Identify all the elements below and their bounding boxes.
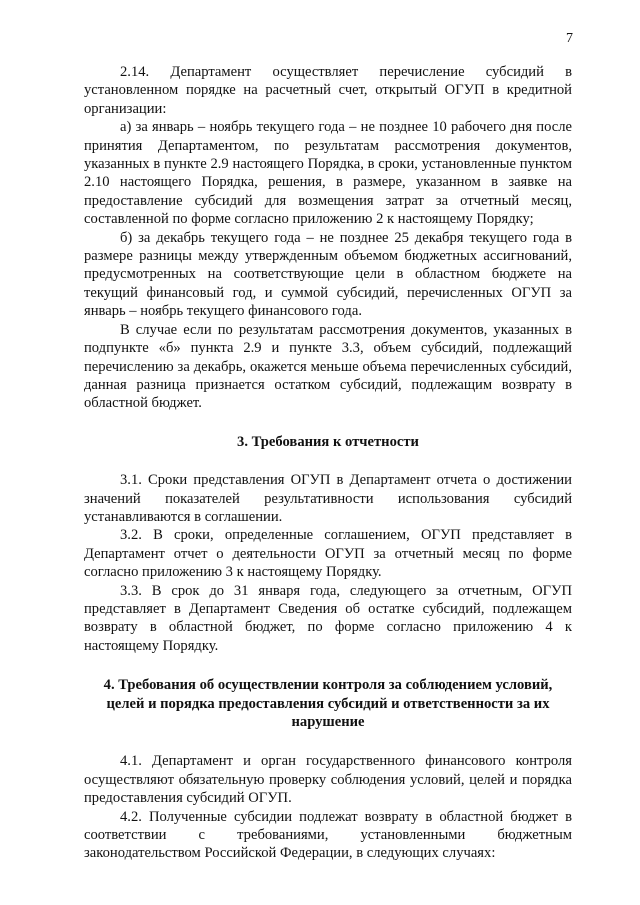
section-4-heading: 4. Требования об осуществлении контроля за соблюдением условий, целей и порядка предоставления субсидий и ответственности за их нарушение xyxy=(103,677,553,730)
paragraph-3-1: 3.1. Сроки представления ОГУП в Департамент отчета о достижении значений показателей результативности использования субсидий устанавливаются в соглашении. xyxy=(84,472,572,525)
paragraph-remainder-case: В случае если по результатам рассмотрения документов, указанных в подпункте «б» пункта 2.9 и пункте 3.3, объем субсидий, подлежащий перечислению за декабрь, окажется меньше объема перечисленных субсидий, данная разница признается остатком субсидий, подлежащим возврату в областной бюджет. xyxy=(84,321,572,412)
page-number: 7 xyxy=(566,31,573,46)
paragraph-4-2: 4.2. Полученные субсидии подлежат возврату в областной бюджет в соответствии с требованиями, установленными бюджетным законодательством Российской Федерации, в следующих случаях: xyxy=(84,808,572,862)
paragraph-2-14-b: б) за декабрь текущего года – не позднее 25 декабря текущего года в размере разницы между утвержденным объемом бюджетных ассигнований, предусмотренных на соответствующие цели в областном бюджете на текущий финансовый год, и суммой субсидий, перечисленных ОГУП за январь – ноябрь текущего финансового года. xyxy=(84,229,572,320)
section-3-heading: 3. Требования к отчетности xyxy=(237,433,419,450)
document-body xyxy=(84,63,572,863)
paragraph-3-2: 3.2. В сроки, определенные соглашением, ОГУП представляет в Департамент отчет о деятельности ОГУП за отчетный месяц по форме согласно приложению 3 к настоящему Порядку. xyxy=(84,527,572,581)
paragraph-4-1: 4.1. Департамент и орган государственного финансового контроля осуществляют обязательную проверку соблюдения условий, целей и порядка предоставления субсидий ОГУП. xyxy=(84,753,572,807)
paragraph-2-14: 2.14. Департамент осуществляет перечисление субсидий в установленном порядке на расчетный счет, открытый ОГУП в кредитной организации: xyxy=(84,64,572,117)
paragraph-3-3: 3.3. В срок до 31 января года, следующего за отчетным, ОГУП представляет в Департамент Сведения об остатке субсидий, подлежащем возврату в областной бюджет, по форме согласно приложению 4 к настоящему Порядку. xyxy=(84,582,572,654)
paragraph-2-14-a: а) за январь – ноябрь текущего года – не позднее 10 рабочего дня после принятия Департаментом, по результатам рассмотрения документов, указанных в пункте 2.9 настоящего Порядка, в сроки, установленные пунктом 2.10 настоящего Порядка, решения, в размере, указанном в заявке на предоставление субсидий для возмещения затрат за отчетный месяц, составленной по форме согласно приложению 2 к настоящему Порядку; xyxy=(84,119,572,228)
